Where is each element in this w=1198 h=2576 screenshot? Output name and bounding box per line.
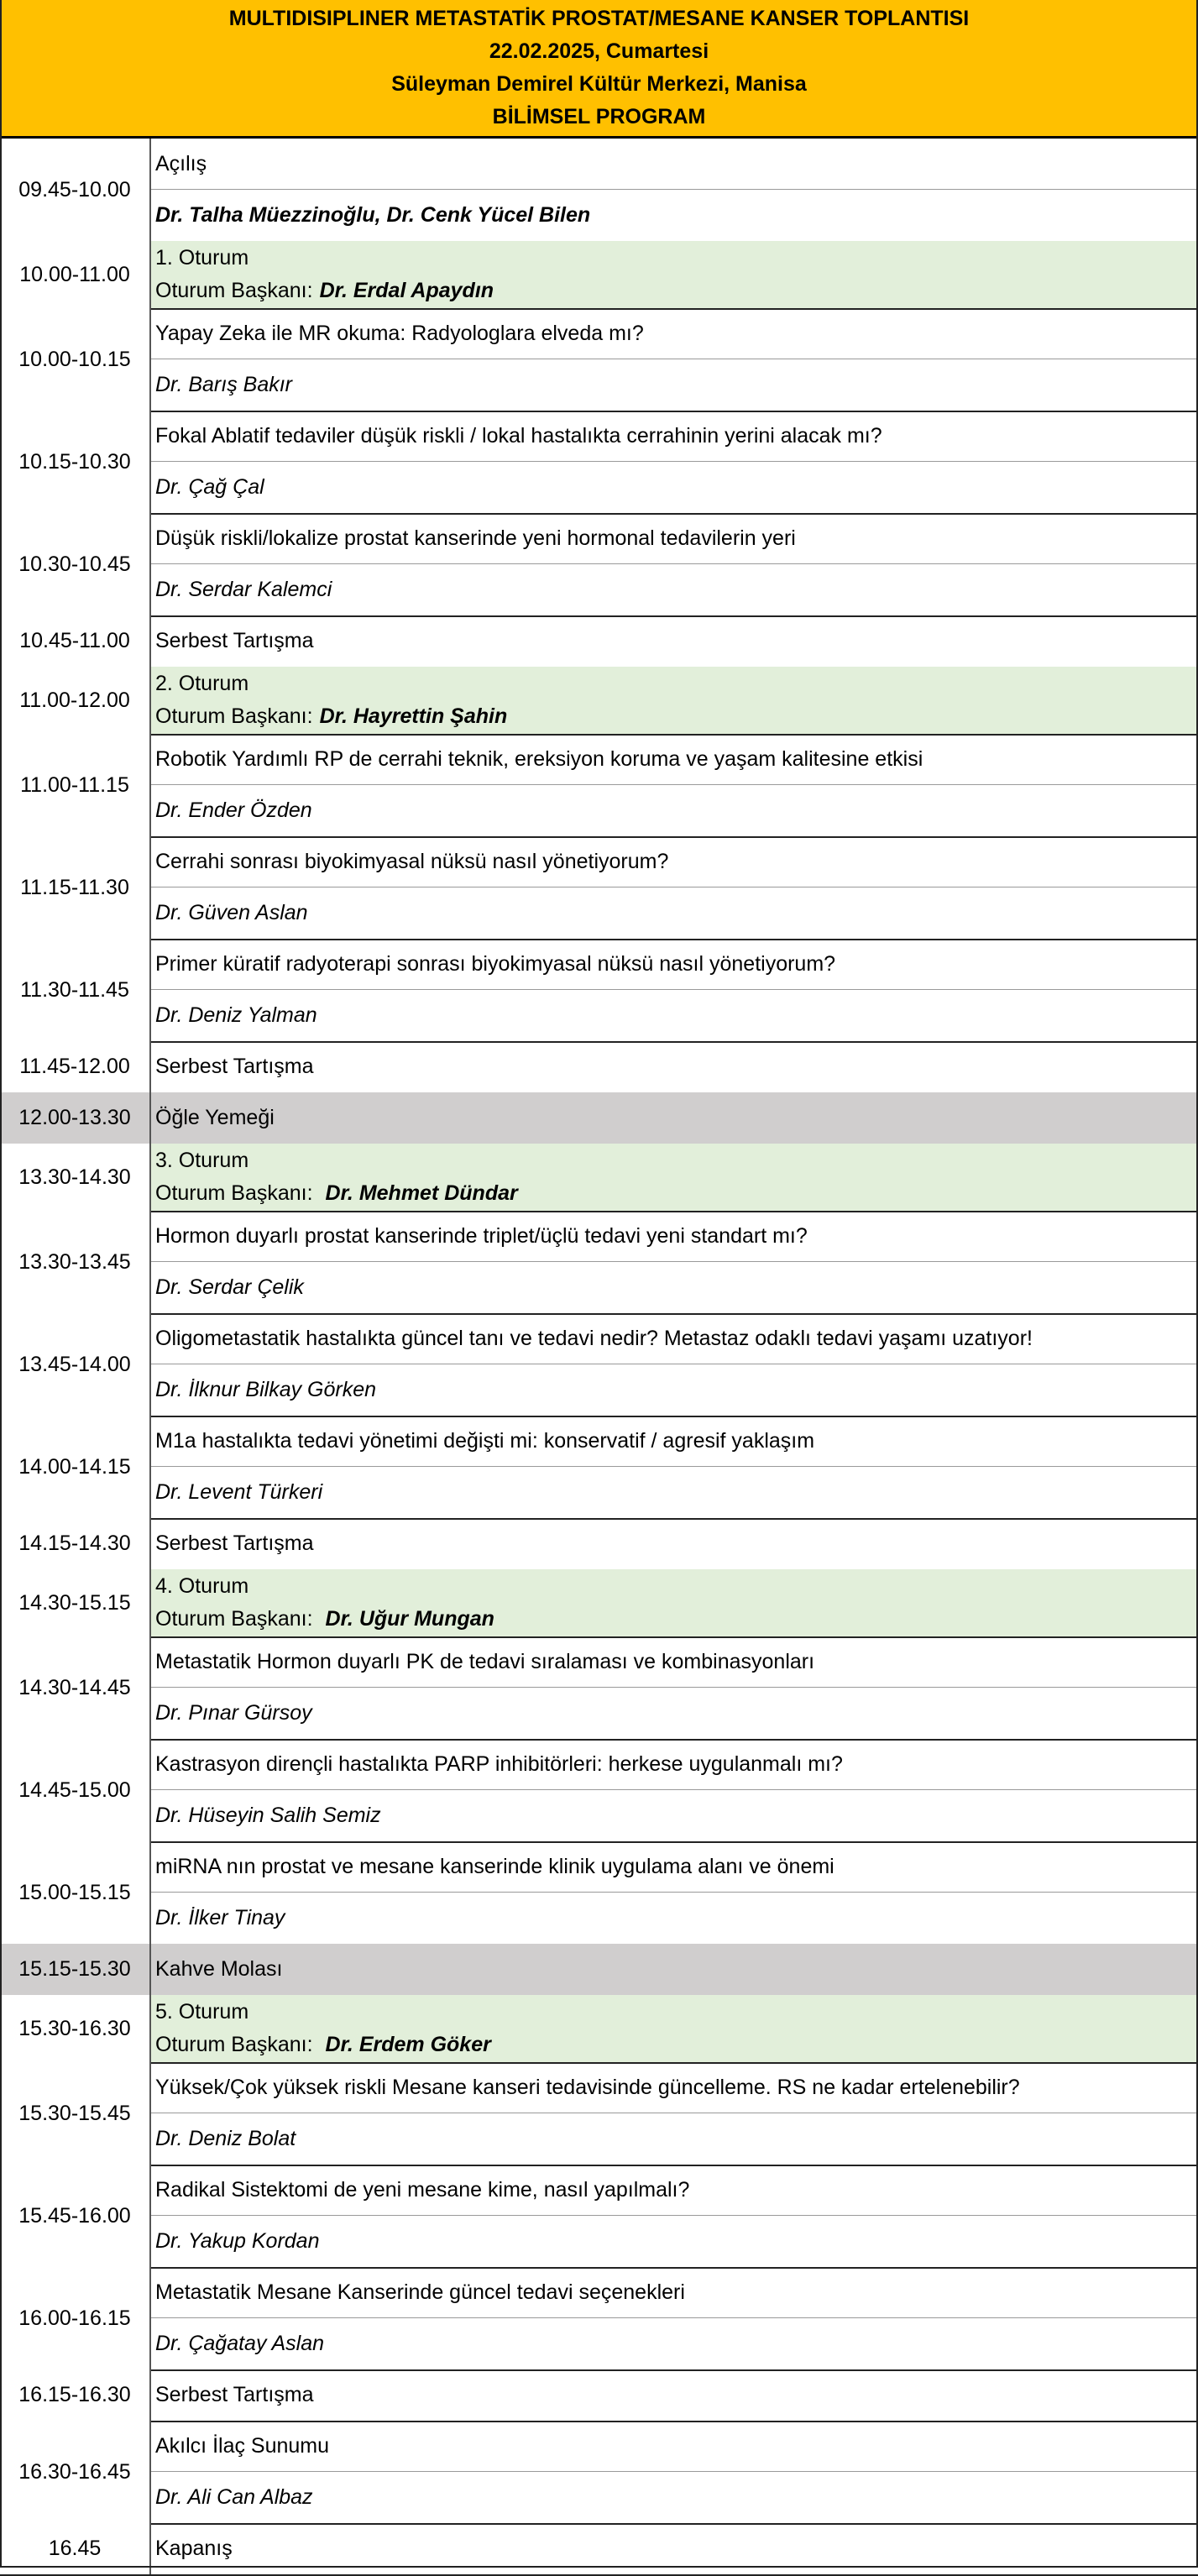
time-slot: 15.30-16.30 <box>0 1995 151 2062</box>
row-content <box>151 939 1198 1041</box>
session-chair <box>155 1177 518 1210</box>
session-chair <box>155 2029 491 2061</box>
time-slot: 10.00-10.15 <box>0 308 151 411</box>
break-row <box>0 1092 1198 1144</box>
talk-title: Cerrahi sonrası biyokimyasal nüksü nasıl yönetiyorum? <box>155 850 669 873</box>
row-content <box>151 1416 1198 1518</box>
item-title: Serbest Tartışma <box>155 1055 314 1078</box>
speaker-name: Dr. Barış Bakır <box>155 373 292 396</box>
row-content <box>151 2267 1198 2369</box>
talk-title: Kastrasyon dirençli hastalıkta PARP inhibitörleri: herkese uygulanmalı mı? <box>155 1752 843 1776</box>
speaker-name: Dr. Ender Özden <box>155 798 312 822</box>
row-content <box>151 1995 1198 2062</box>
session-row <box>0 1569 1198 1636</box>
session-title: 5. Oturum <box>155 2000 249 2024</box>
time-slot: 16.45 <box>0 2523 151 2574</box>
chair-label: Oturum Başkanı: <box>155 1181 319 1205</box>
time-slot: 12.00-13.30 <box>0 1092 151 1144</box>
chair-name: Dr. Erdal Apaydın <box>319 279 494 302</box>
item-title: Serbest Tartışma <box>155 1531 314 1555</box>
speaker-name: Dr. Levent Türkeri <box>155 1480 323 1504</box>
talk-title: Fokal Ablatif tedaviler düşük riskli / lokal hastalıkta cerrahinin yerini alacak mı? <box>155 424 882 448</box>
session-row <box>0 1995 1198 2062</box>
session-row <box>0 241 1198 308</box>
time-slot: 15.45-16.00 <box>0 2165 151 2267</box>
schedule-row <box>0 734 1198 836</box>
row-content <box>151 2062 1198 2165</box>
schedule-row <box>0 1739 1198 1841</box>
schedule-row <box>0 1518 1198 1569</box>
time-slot: 09.45-10.00 <box>0 139 151 241</box>
schedule-row <box>0 615 1198 667</box>
schedule-row <box>0 1211 1198 1313</box>
schedule-row <box>0 1636 1198 1739</box>
item-title: Serbest Tartışma <box>155 2383 314 2406</box>
speaker-name: Dr. Güven Aslan <box>155 901 308 924</box>
speaker-name: Dr. Ali Can Albaz <box>155 2485 313 2509</box>
time-slot: 14.15-14.30 <box>0 1518 151 1569</box>
time-slot: 11.15-11.30 <box>0 836 151 939</box>
talk-title: Akılcı İlaç Sunumu <box>155 2434 330 2458</box>
row-content <box>151 411 1198 513</box>
speaker-name: Dr. Serdar Çelik <box>155 1275 304 1299</box>
row-content <box>151 513 1198 615</box>
break-label: Öğle Yemeği <box>155 1106 275 1129</box>
time-slot: 14.30-15.15 <box>0 1569 151 1636</box>
speaker-name: Dr. İlknur Bilkay Görken <box>155 1378 377 1401</box>
row-content <box>151 734 1198 836</box>
meeting-venue: Süleyman Demirel Kültür Merkezi, Manisa <box>391 72 807 96</box>
chair-name: Dr. Uğur Mungan <box>325 1607 494 1631</box>
time-slot: 11.45-12.00 <box>0 1041 151 1092</box>
time-slot: 10.30-10.45 <box>0 513 151 615</box>
schedule-row <box>0 411 1198 513</box>
speaker-name: Dr. Hüseyin Salih Semiz <box>155 1804 381 1827</box>
chair-name: Dr. Erdem Göker <box>325 2033 491 2056</box>
time-slot: 10.00-11.00 <box>0 241 151 308</box>
time-slot: 13.45-14.00 <box>0 1313 151 1416</box>
talk-title: Düşük riskli/lokalize prostat kanserinde yeni hormonal tedavilerin yeri <box>155 526 796 550</box>
time-slot: 11.00-12.00 <box>0 667 151 734</box>
row-content <box>151 241 1198 308</box>
time-slot: 11.30-11.45 <box>0 939 151 1041</box>
schedule-row <box>0 139 1198 241</box>
time-slot: 14.00-14.15 <box>0 1416 151 1518</box>
schedule-row <box>0 2369 1198 2421</box>
schedule-row <box>0 2165 1198 2267</box>
session-chair <box>155 1603 494 1636</box>
speaker-name: Dr. Deniz Yalman <box>155 1003 317 1027</box>
frame-left <box>0 0 2 2568</box>
speaker-name: Dr. Talha Müezzinoğlu, Dr. Cenk Yücel Bilen <box>155 203 591 227</box>
row-content <box>151 667 1198 734</box>
talk-title: Yüksek/Çok yüksek riskli Mesane kanseri tedavisinde güncelleme. RS ne kadar ertelenebilir? <box>155 2076 1020 2099</box>
row-content <box>151 308 1198 411</box>
time-slot: 16.30-16.45 <box>0 2421 151 2523</box>
chair-label: Oturum Başkanı: <box>155 1607 319 1631</box>
session-title: 3. Oturum <box>155 1149 249 1172</box>
row-content <box>151 1944 1198 1995</box>
chair-label: Oturum Başkanı: <box>155 2033 319 2056</box>
row-content <box>151 1739 1198 1841</box>
row-content <box>151 2165 1198 2267</box>
time-slot: 16.15-16.30 <box>0 2369 151 2421</box>
chair-name: Dr. Mehmet Dündar <box>325 1181 518 1205</box>
schedule-row <box>0 1041 1198 1092</box>
speaker-name: Dr. Serdar Kalemci <box>155 578 332 601</box>
talk-title: Primer küratif radyoterapi sonrası biyokimyasal nüksü nasıl yönetiyorum? <box>155 952 836 976</box>
talk-title: Oligometastatik hastalıkta güncel tanı ve tedavi nedir? Metastaz odaklı tedavi yaşamı uzatıyor! <box>155 1327 1033 1350</box>
schedule-row <box>0 1416 1198 1518</box>
talk-title: M1a hastalıkta tedavi yönetimi değişti mi: konservatif / agresif yaklaşım <box>155 1429 815 1453</box>
row-content <box>151 1313 1198 1416</box>
talk-title: Metastatik Hormon duyarlı PK de tedavi sıralaması ve kombinasyonları <box>155 1650 815 1673</box>
time-slot: 16.00-16.15 <box>0 2267 151 2369</box>
row-content <box>151 2421 1198 2523</box>
row-content <box>151 2369 1198 2421</box>
session-chair <box>155 700 507 733</box>
time-slot: 15.00-15.15 <box>0 1841 151 1944</box>
speaker-name: Dr. Çağ Çal <box>155 475 264 499</box>
row-content <box>151 836 1198 939</box>
row-content <box>151 139 1198 241</box>
time-slot: 13.30-14.30 <box>0 1144 151 1211</box>
speaker-name: Dr. Pınar Gürsoy <box>155 1701 312 1725</box>
row-content <box>151 1518 1198 1569</box>
time-slot: 14.45-15.00 <box>0 1739 151 1841</box>
item-title: Serbest Tartışma <box>155 629 314 652</box>
program-header <box>0 0 1198 139</box>
talk-title: Radikal Sistektomi de yeni mesane kime, nasıl yapılmalı? <box>155 2178 690 2202</box>
chair-label: Oturum Başkanı: <box>155 279 313 302</box>
row-content <box>151 615 1198 667</box>
chair-label: Oturum Başkanı: <box>155 704 313 728</box>
speaker-name: Dr. Deniz Bolat <box>155 2127 296 2150</box>
row-content <box>151 1569 1198 1636</box>
talk-title: miRNA nın prostat ve mesane kanserinde klinik uygulama alanı ve önemi <box>155 1855 834 1878</box>
schedule-row <box>0 1841 1198 1944</box>
schedule-row <box>0 2062 1198 2165</box>
talk-title: Açılış <box>155 152 207 175</box>
speaker-name: Dr. Yakup Kordan <box>155 2229 320 2253</box>
schedule-row <box>0 2421 1198 2523</box>
speaker-name: Dr. Çağatay Aslan <box>155 2332 325 2355</box>
meeting-title: MULTIDISIPLINER METASTATİK PROSTAT/MESANE KANSER TOPLANTISI <box>228 7 970 30</box>
row-content <box>151 1211 1198 1313</box>
schedule-row <box>0 1313 1198 1416</box>
schedule-row <box>0 2267 1198 2369</box>
talk-title: Yapay Zeka ile MR okuma: Radyologlara elveda mı? <box>155 322 644 345</box>
session-chair <box>155 275 494 307</box>
time-slot: 10.15-10.30 <box>0 411 151 513</box>
talk-title: Metastatik Mesane Kanserinde güncel tedavi seçenekleri <box>155 2280 685 2304</box>
session-title: 2. Oturum <box>155 672 249 695</box>
schedule-row <box>0 836 1198 939</box>
time-slot: 14.30-14.45 <box>0 1636 151 1739</box>
session-title: 4. Oturum <box>155 1574 249 1598</box>
meeting-date: 22.02.2025, Cumartesi <box>489 39 709 63</box>
time-slot: 10.45-11.00 <box>0 615 151 667</box>
row-content <box>151 1841 1198 1944</box>
time-slot: 15.30-15.45 <box>0 2062 151 2165</box>
talk-title: Hormon duyarlı prostat kanserinde triplet/üçlü tedavi yeni standart mı? <box>155 1224 808 1248</box>
row-content <box>151 1041 1198 1092</box>
break-label: Kahve Molası <box>155 1957 283 1981</box>
talk-title: Robotik Yardımlı RP de cerrahi teknik, ereksiyon koruma ve yaşam kalitesine etkisi <box>155 747 923 771</box>
session-title: 1. Oturum <box>155 246 249 270</box>
schedule-row <box>0 513 1198 615</box>
chair-name: Dr. Hayrettin Şahin <box>319 704 508 728</box>
time-slot: 15.15-15.30 <box>0 1944 151 1995</box>
session-row <box>0 1144 1198 1211</box>
session-row <box>0 667 1198 734</box>
program-heading: BİLİMSEL PROGRAM <box>492 105 706 128</box>
schedule-row <box>0 308 1198 411</box>
speaker-name: Dr. İlker Tinay <box>155 1906 285 1929</box>
item-title: Kapanış <box>155 2537 233 2560</box>
schedule-row <box>0 939 1198 1041</box>
break-row <box>0 1944 1198 1995</box>
row-content <box>151 1636 1198 1739</box>
time-slot: 13.30-13.45 <box>0 1211 151 1313</box>
time-slot: 11.00-11.15 <box>0 734 151 836</box>
row-content <box>151 1144 1198 1211</box>
row-content <box>151 1092 1198 1144</box>
